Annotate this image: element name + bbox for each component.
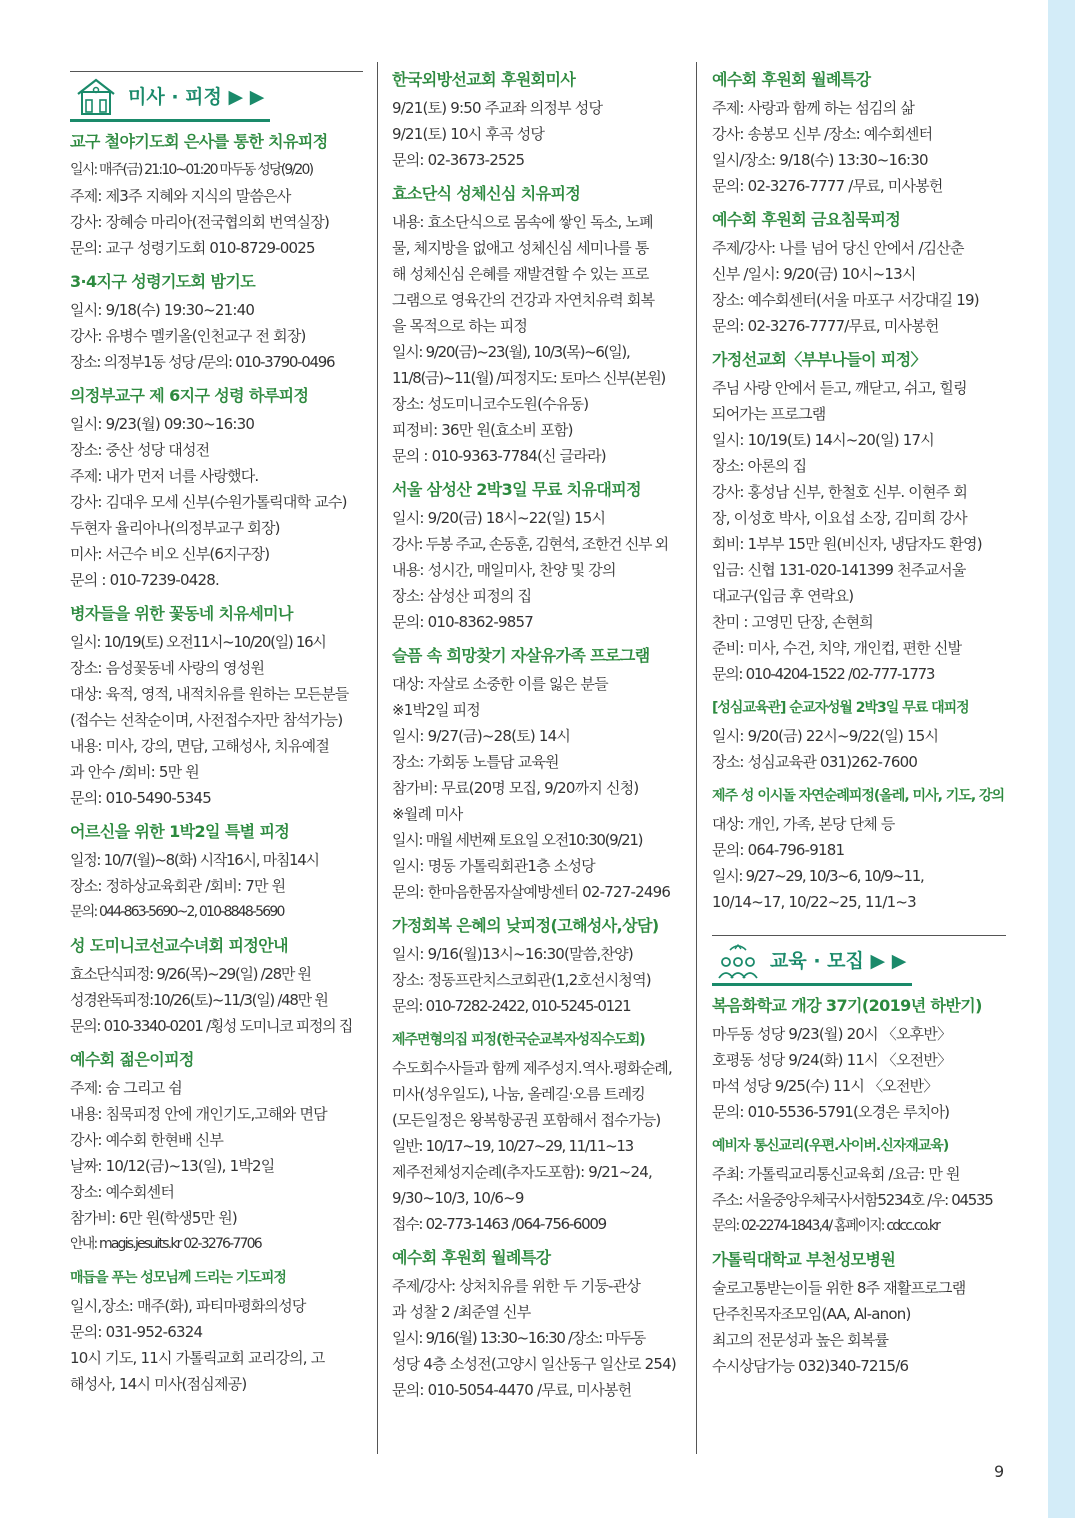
- column-3-list: [712, 68, 1006, 915]
- notice-title: 한국외방선교회 후원회미사: [392, 70, 576, 89]
- header-underline: [70, 119, 270, 122]
- notice-line: 일시: 매주(금) 21:10~01:20 마두동 성당(9/20): [70, 162, 313, 178]
- notice-line: 회비: 1부부 15만 원(비신자, 냉담자도 환영): [712, 535, 982, 553]
- notice-block: [712, 696, 1006, 775]
- notice-line: 일시: 9/23(월) 09:30~16:30: [70, 415, 255, 433]
- notice-line: 해 성체신심 은혜를 재발견할 수 있는 프로: [392, 265, 649, 283]
- notice-line: 장, 이성호 박사, 이요섭 소장, 김미희 강사: [712, 509, 967, 527]
- notice-line: 강사: 두봉 주교, 손동훈, 김현석, 조한건 신부 외: [392, 535, 668, 553]
- notice-line: 문의 : 010-9363-7784(신 글라라): [392, 447, 606, 465]
- notice-line: 문의: 010-4204-1522 /02-777-1773: [712, 665, 935, 683]
- notice-line: 강사: 김대우 모세 신부(수원가톨릭대학 교수): [70, 493, 347, 511]
- notice-line: 주소: 서울중앙우체국사서함5234호 /우: 04535: [712, 1191, 993, 1209]
- notice-line: 문의: 010-3340-0201 /횡성 도미니코 피정의 집: [70, 1017, 353, 1035]
- notice-line: 최고의 전문성과 높은 회복률: [712, 1331, 889, 1349]
- notice-line: 제주전체성지순례(추자도포함): 9/21~24,: [392, 1163, 653, 1181]
- notice-line: 대상: 개인, 가족, 본당 단체 등: [712, 815, 895, 833]
- notice-line: 장소: 성도미니코수도원(수유동): [392, 395, 589, 413]
- header-rule: [712, 935, 1006, 936]
- notice-block: [712, 208, 1006, 339]
- notice-line: 일시: 9/27~29, 10/3~6, 10/9~11,: [712, 867, 924, 885]
- column-3: [712, 68, 1006, 1388]
- notice-line: 주제: 제3주 지혜와 지식의 말씀은사: [70, 187, 291, 205]
- notice-title: 교구 철야기도회 은사를 통한 치유피정: [70, 132, 328, 151]
- notice-line: 일시: 명동 가톨릭회관1층 소성당: [392, 857, 595, 875]
- notice-line: 일반: 10/17~19, 10/27~29, 11/11~13: [392, 1137, 633, 1155]
- notice-line: 일시: 9/16(월) 13:30~16:30 /장소: 마두동: [392, 1329, 645, 1347]
- notice-line: 강사: 송봉모 신부 /장소: 예수회센터: [712, 125, 933, 143]
- notice-line: 마두동 성당 9/23(월) 20시 〈오후반〉: [712, 1025, 952, 1043]
- notice-title: 예비자 통신교리(우편.사이버.신자재교육): [712, 1138, 949, 1154]
- notice-line: 일시: 10/19(토) 오전11시~10/20(일) 16시: [70, 633, 326, 651]
- notice-block: [70, 1266, 363, 1397]
- notice-line: 장소: 성심교육관 031)262-7600: [712, 753, 918, 771]
- education-list: [712, 994, 1006, 1379]
- notice-line: 10시 기도, 11시 가톨릭교회 교리강의, 고: [70, 1349, 325, 1367]
- notice-block: [392, 1246, 684, 1403]
- notice-line: 9/30~10/3, 10/6~9: [392, 1189, 524, 1207]
- notice-block: [70, 934, 363, 1039]
- notice-line: 신부 /일시: 9/20(금) 10시~13시: [712, 265, 916, 283]
- notice-line: 주최: 가톨릭교리통신교육회 /요금: 만 원: [712, 1165, 960, 1183]
- notice-line: 주제: 사랑과 함께 하는 섬김의 삶: [712, 99, 915, 117]
- notice-line: 문의: 한마음한몸자살예방센터 02-727-2496: [392, 883, 671, 901]
- notice-line: 일시: 9/20(금) 22시~9/22(일) 15시: [712, 727, 939, 745]
- notice-title: 제주 성 이시돌 자연순례피정(올레, 미사, 기도, 강의: [712, 788, 1005, 804]
- notice-line: 단주친목자조모임(AA, Al-anon): [712, 1305, 911, 1323]
- notice-line: 주제: 숨 그리고 쉼: [70, 1079, 182, 1097]
- notice-line: 일시: 9/20(금)~23(월), 10/3(목)~6(일),: [392, 343, 630, 361]
- notice-line: 내용: 침묵피정 안에 개인기도,고해와 면담: [70, 1105, 327, 1123]
- notice-block: [70, 602, 363, 811]
- notice-line: 10/14~17, 10/22~25, 11/1~3: [712, 893, 916, 911]
- notice-line: 접수: 02-773-1463 /064-756-6009: [392, 1215, 606, 1233]
- notice-line: 장소: 의정부1동 성당 /문의: 010-3790-0496: [70, 353, 335, 371]
- notice-line: 마석 성당 9/25(수) 11시 〈오전반〉: [712, 1077, 938, 1095]
- section-title: 미사 · 피정 ▶ ▶: [128, 86, 265, 108]
- column-1: [70, 60, 363, 1406]
- notice-line: 문의: 010-5054-4470 /무료, 미사봉헌: [392, 1381, 632, 1399]
- header-underline: [712, 983, 912, 986]
- notice-block: [712, 1134, 1006, 1239]
- notice-block: [392, 478, 684, 635]
- notice-line: 장소: 삼성산 피정의 집: [392, 587, 532, 605]
- notice-title: 슬픔 속 희망찾기 자살유가족 프로그램: [392, 646, 650, 665]
- notice-line: 9/21(토) 10시 후곡 성당: [392, 125, 545, 143]
- notice-title: 예수회 후원회 월례특강: [712, 70, 871, 89]
- notice-line: (접수는 선착순이며, 사전접수자만 참석가능): [70, 711, 343, 729]
- notice-line: 문의: 064-796-9181: [712, 841, 845, 859]
- notice-title: [성심교육관] 순교자성월 2박3일 무료 대피정: [712, 700, 969, 716]
- notice-line: 수도회수사들과 함께 제주성지.역사.평화순례,: [392, 1059, 672, 1077]
- notice-line: 일시: 9/20(금) 18시~22(일) 15시: [392, 509, 606, 527]
- notice-line: 주제: 내가 먼저 너를 사랑했다.: [70, 467, 259, 485]
- notice-line: 9/21(토) 9:50 주교좌 의정부 성당: [392, 99, 603, 117]
- notice-line: 호평동 성당 9/24(화) 11시 〈오전반〉: [712, 1051, 952, 1069]
- notice-title: 가정회복 은혜의 낮피정(고해성사,상담): [392, 916, 659, 935]
- notice-line: 문의: 010-5536-5791(오경은 루치아): [712, 1103, 950, 1121]
- notice-line: 효소단식피정: 9/26(목)~29(일) /28만 원: [70, 965, 311, 983]
- section-header-mass: [70, 60, 363, 126]
- notice-line: 장소: 예수회센터(서울 마포구 서강대길 19): [712, 291, 979, 309]
- notice-line: 내용: 성시간, 매일미사, 찬양 및 강의: [392, 561, 616, 579]
- notice-line: 장소: 예수회센터: [70, 1183, 175, 1201]
- notice-line: 장소: 정동프란치스코회관(1,2호선시청역): [392, 971, 651, 989]
- notice-title: 예수회 후원회 금요침묵피정: [712, 210, 901, 229]
- notice-line: 문의: 031-952-6324: [70, 1323, 203, 1341]
- page-number: 9: [994, 1462, 1005, 1481]
- notice-line: 문의: 교구 성령기도회 010-8729-0025: [70, 239, 315, 257]
- notice-line: 그램으로 영육간의 건강과 자연치유력 회복: [392, 291, 655, 309]
- notice-line: 문의: 02-3276-7777/무료, 미사봉헌: [712, 317, 939, 335]
- notice-line: 11/8(금)~11(월) /피정지도: 토마스 신부(본원): [392, 369, 665, 387]
- notice-line: 과 안수 /회비: 5만 원: [70, 763, 199, 781]
- notice-line: 되어가는 프로그램: [712, 405, 826, 423]
- notice-block: [70, 270, 363, 375]
- notice-line: 두현자 율리아나(의정부교구 회장): [70, 519, 280, 537]
- notice-title: 3·4지구 성령기도회 밤기도: [70, 272, 256, 291]
- notice-block: [712, 68, 1006, 199]
- notice-line: 피정비: 36만 원(효소비 포함): [392, 421, 573, 439]
- notice-line: 주제/강사: 나를 넘어 당신 안에서 /김산춘: [712, 239, 964, 257]
- notice-title: 의정부교구 제 6지구 성령 하루피정: [70, 386, 309, 405]
- notice-block: [712, 348, 1006, 687]
- notice-line: ※1박2일 피정: [392, 701, 480, 719]
- notice-line: 강사: 유병수 멜키올(인천교구 전 회장): [70, 327, 306, 345]
- notice-line: 문의: 044-863-5690~2, 010-8848-5690: [70, 904, 284, 920]
- notice-line: 문의: 010-7282-2422, 010-5245-0121: [392, 997, 631, 1015]
- notice-line: 주님 사랑 안에서 듣고, 깨닫고, 쉬고, 힐링: [712, 379, 967, 397]
- notice-title: 예수회 후원회 월례특강: [392, 1248, 551, 1267]
- page-edge-tab: [1048, 0, 1075, 1518]
- notice-title: 매듭을 푸는 성모님께 드리는 기도피정: [70, 1270, 286, 1286]
- notice-title: 제주면형의집 피정(한국순교복자성직수도회): [392, 1032, 645, 1048]
- notice-line: 문의 : 010-7239-0428.: [70, 571, 219, 589]
- notice-line: 주제/강사: 상처치유를 위한 두 기둥-관상: [392, 1277, 641, 1295]
- notice-line: 안내: magis.jesuits.kr 02-3276-7706: [70, 1236, 261, 1252]
- column-2-list: [392, 68, 684, 1403]
- notice-line: 성경완독피정:10/26(토)~11/3(일) /48만 원: [70, 991, 328, 1009]
- notice-line: 미사(성우일도), 나눔, 올레길·오름 트레킹: [392, 1085, 645, 1103]
- group-people-icon: [716, 940, 760, 980]
- notice-line: 참가비: 무료(20명 모집, 9/20까지 신청): [392, 779, 639, 797]
- notice-block: [70, 1048, 363, 1257]
- notice-line: 강사: 홍성남 신부, 한철호 신부. 이현주 회: [712, 483, 968, 501]
- notice-block: [712, 784, 1006, 915]
- notice-line: 일시/장소: 9/18(수) 13:30~16:30: [712, 151, 928, 169]
- notice-line: 문의: 010-5490-5345: [70, 789, 212, 807]
- notice-title: 복음화학교 개강 37기(2019년 하반기): [712, 996, 982, 1015]
- notice-block: [392, 1028, 684, 1237]
- notice-line: 대교구(입금 후 연락요): [712, 587, 854, 605]
- column-1-list: [70, 130, 363, 1397]
- notice-title: 어르신을 위한 1박2일 특별 피정: [70, 822, 290, 841]
- notice-line: 찬미 : 고영민 단장, 손현희: [712, 613, 873, 631]
- notice-line: 강사: 장혜승 마리아(전국협의회 번역실장): [70, 213, 329, 231]
- notice-block: [70, 384, 363, 593]
- section-title: 교육 · 모집 ▶ ▶: [770, 950, 907, 972]
- notice-line: 을 목적으로 하는 피정: [392, 317, 528, 335]
- notice-line: 문의: 02-3276-7777 /무료, 미사봉헌: [712, 177, 943, 195]
- notice-title: 효소단식 성체신심 치유피정: [392, 184, 581, 203]
- notice-line: 대상: 육적, 영적, 내적치유를 원하는 모든분들: [70, 685, 349, 703]
- notice-title: 병자들을 위한 꽃동네 치유세미나: [70, 604, 293, 623]
- column-divider: [377, 62, 378, 1454]
- notice-line: 일시: 9/16(월)13시~16:30(말씀,찬양): [392, 945, 633, 963]
- notice-line: 장소: 음성꽃동네 사랑의 영성원: [70, 659, 265, 677]
- notice-line: 장소: 정하상교육회관 /회비: 7만 원: [70, 877, 286, 895]
- notice-line: 일시,장소: 매주(화), 파티마평화의성당: [70, 1297, 306, 1315]
- notice-line: 일시: 9/27(금)~28(토) 14시: [392, 727, 571, 745]
- notice-line: 입금: 신협 131-020-141399 천주교서울: [712, 561, 966, 579]
- section-header-education: [712, 924, 1006, 990]
- notice-line: (모든일정은 왕복항공권 포함해서 접수가능): [392, 1111, 661, 1129]
- notice-block: [712, 1248, 1006, 1379]
- notice-title: 성 도미니코선교수녀회 피정안내: [70, 936, 288, 955]
- notice-line: 내용: 효소단식으로 몸속에 쌓인 독소, 노폐: [392, 213, 653, 231]
- notice-line: 일시: 10/19(토) 14시~20(일) 17시: [712, 431, 934, 449]
- notice-line: 문의: 02-3673-2525: [392, 151, 525, 169]
- notice-line: 준비: 미사, 수건, 치약, 개인컵, 편한 신발: [712, 639, 962, 657]
- notice-line: 강사: 예수회 한현배 신부: [70, 1131, 224, 1149]
- notice-line: 성당 4층 소성전(고양시 일산동구 일산로 254): [392, 1355, 676, 1373]
- notice-line: 수시상담가능 032)340-7215/6: [712, 1357, 909, 1375]
- notice-line: 술로고통받는이들 위한 8주 재활프로그램: [712, 1279, 966, 1297]
- notice-line: 날짜: 10/12(금)~13(일), 1박2일: [70, 1157, 275, 1175]
- notice-line: 참가비: 6만 원(학생5만 원): [70, 1209, 237, 1227]
- notice-block: [392, 914, 684, 1019]
- notice-line: 문의: 02-2274-1843,4/ 홈페이지: cdcc.co.kr: [712, 1218, 940, 1234]
- notice-block: [392, 644, 684, 905]
- notice-line: 장소: 중산 성당 대성전: [70, 441, 210, 459]
- notice-title: 가정선교회〈부부나들이 피정〉: [712, 350, 927, 369]
- notice-line: ※월례 미사: [392, 805, 463, 823]
- notice-line: 장소: 아론의 집: [712, 457, 807, 475]
- notice-block: [70, 130, 363, 261]
- notice-block: [392, 182, 684, 469]
- column-divider: [696, 62, 697, 1454]
- notice-line: 해성사, 14시 미사(점심제공): [70, 1375, 247, 1393]
- notice-line: 내용: 미사, 강의, 면담, 고해성사, 치유예절: [70, 737, 330, 755]
- header-rule: [70, 71, 363, 72]
- notice-title: 가톨릭대학교 부천성모병원: [712, 1250, 896, 1269]
- notice-line: 장소: 가회동 노틀담 교육원: [392, 753, 559, 771]
- notice-line: 과 성찰 2 /최준열 신부: [392, 1303, 531, 1321]
- column-2: [392, 68, 684, 1412]
- notice-line: 미사: 서근수 비오 신부(6지구장): [70, 545, 270, 563]
- house-icon: [74, 76, 118, 116]
- notice-line: 대상: 자살로 소중한 이를 잃은 분들: [392, 675, 608, 693]
- notice-line: 일시: 9/18(수) 19:30~21:40: [70, 301, 255, 319]
- notice-line: 일정: 10/7(월)~8(화) 시작16시, 마침14시: [70, 851, 319, 869]
- notice-block: [712, 994, 1006, 1125]
- notice-block: [70, 820, 363, 925]
- notice-title: 서울 삼성산 2박3일 무료 치유대피정: [392, 480, 641, 499]
- notice-line: 문의: 010-8362-9857: [392, 613, 534, 631]
- notice-title: 예수회 젊은이피정: [70, 1050, 194, 1069]
- notice-line: 물, 체지방을 없애고 성체신심 세미나를 통: [392, 239, 649, 257]
- notice-block: [392, 68, 684, 173]
- notice-line: 일시: 매월 세번째 토요일 오전10:30(9/21): [392, 831, 643, 849]
